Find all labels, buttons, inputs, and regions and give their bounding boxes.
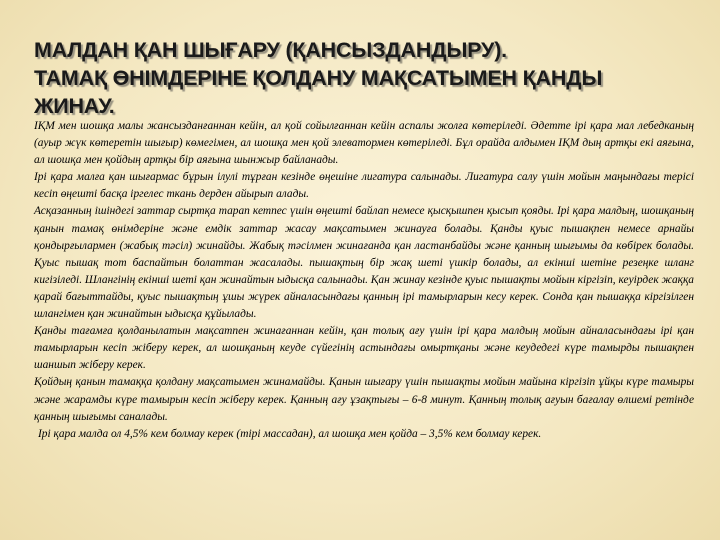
title-line-3: ЖИНАУ. bbox=[34, 94, 115, 118]
paragraph: Ірі қара малға қан шығармас бұрын ілулі тұрған кезінде өңешіне лигатура салынады. Лигатура салу үшін мойын маңындағы терісі кесіп өңешті басқа іргелес ткань дерден айырып алады. bbox=[34, 171, 694, 201]
slide-body bbox=[34, 118, 694, 443]
paragraph: Ірі қара малда ол 4,5% кем болмау керек (тірі массадан), ал шошқа мен қойда – 3,5% кем болмау керек. bbox=[38, 427, 542, 440]
title-line-1: МАЛДАН ҚАН ШЫҒАРУ (ҚАНСЫЗДАНДЫРУ). bbox=[34, 38, 507, 62]
paragraph: ІҚМ мен шошқа малы жансызданғаннан кейін, ал қой сойылғаннан кейін аспалы жолға көтеріледі. Әдетте ірі қара мал лебедканың (ауыр жүк көтеретін шығыр) көмегімен, ал шошқа мен қой элеватормен көтеріледі. Бұл орайда алдымен ІҚМ дың артқы екі аяғына, ал шошқа мен қойдың артқы бір аяғына шынжыр байланады. bbox=[34, 120, 694, 167]
paragraph: Асқазанның ішіндегі заттар сыртқа тарап кетпес үшін өңешті байлап немесе қысқышпен қысып қояды. Ірі қара малдың, шошқаның қанын тамақ өнімдеріне және емдік заттар жасау мақсатымен жинауға болады. Қанды қуыс пышақпен немесе арнайы қондырғылармен (жабық тәсіл) жинайды. Жабық тәсілмен жинағанда қан ластанбайды және қанның шығымы да көбірек болады. Қуыс пышақ тот баспайтын болаттан жасалады. пышақтың бір жақ шеті үшкір болады, ал екінші шетіне резеңке шланг кигізіледі. Шлангінің екінші шеті қан жинайтын ыдысқа салынады. Қан жинау кезінде қуыс пышақты мойын кіргізіп, кеуірдек жаққа қарай бағыттайды, қуыс пышақтың ұшы жүрек айналасындағы қанның ірі тамырларын кесу керек. Сонда қан пышаққа кіргізілген шлангімен қан жинайтын ыдысқа құйылады. bbox=[34, 205, 694, 321]
slide-title bbox=[34, 36, 704, 120]
paragraph: Қанды тағамға қолданылатын мақсатпен жинағаннан кейін, қан толық ағу үшін ірі қара малдың мойын айналасындағы ірі қан тамырларын кесіп жіберу керек, ал шошқаның кеуде сүйегінің астындағы омыртқаны және кеудедегі күре тамырды пышақпен шаншып жіберу керек. bbox=[34, 325, 694, 372]
title-line-2: ТАМАҚ ӨНІМДЕРІНЕ ҚОЛДАНУ МАҚСАТЫМЕН ҚАНДЫ bbox=[34, 66, 603, 90]
paragraph: Қойдың қанын тамаққа қолдану мақсатымен жинамайды. Қанын шығару үшін пышақты мойын майына кіргізіп ұйқы күре тамыры және жарамды күре тамырын кесіп жіберу керек. Қанның ағу ұзақтығы – 6-8 минут. Қанның толық ағуын бағалау өлшемі ретінде қанның шығымы саналады. bbox=[34, 376, 694, 423]
